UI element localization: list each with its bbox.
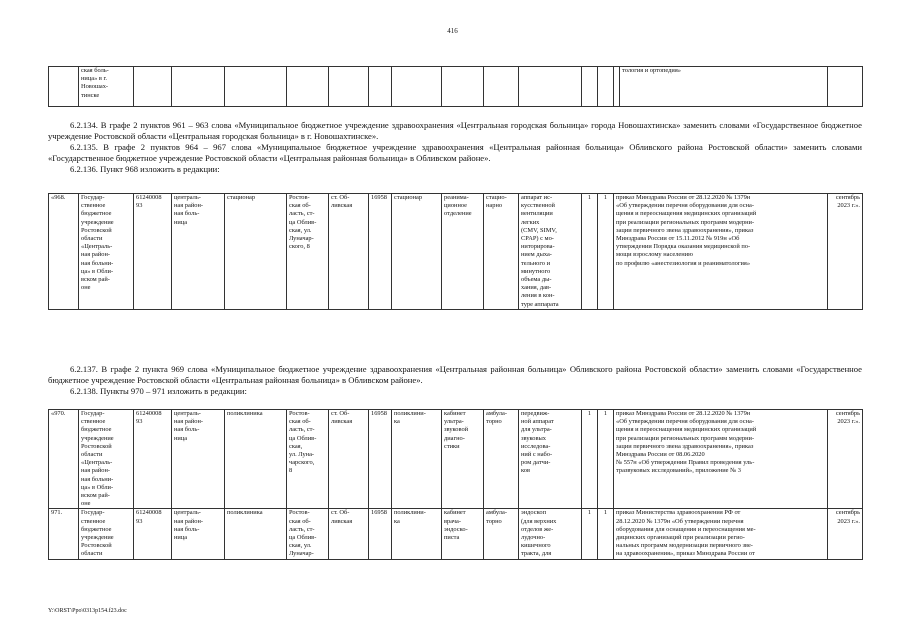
table-cell: Государ- ственное бюджетное учреждение Ростовской области «Централь- ная район- ная больни- ца» в Обли- вском рай- оне — [79, 194, 134, 310]
table-cell: амбула- торно — [484, 410, 519, 509]
table-cell: 1 — [582, 194, 598, 310]
table-cell: сентябрь 2023 г.». — [828, 509, 863, 559]
paragraph: 6.2.136. Пункт 968 изложить в редакции: — [70, 164, 220, 174]
table-cell: 1 — [598, 194, 614, 310]
table-row — [49, 67, 863, 107]
table-cell: поликлиника — [225, 509, 287, 559]
table-cell: сентябрь 2023 г.». — [828, 194, 863, 310]
table-cell: Государ- ственное бюджетное учреждение Ростовской области — [79, 509, 134, 559]
paragraph: 6.2.138. Пункты 970 – 971 изложить в редакции: — [70, 386, 247, 396]
table-cell: ст. Об- ливская — [329, 509, 369, 559]
table-cell: Ростов- ская об- ласть, ст- ца Облив- ская, ул. Луначар- — [287, 509, 329, 559]
table-cell: 61240008 93 — [134, 194, 172, 310]
table-cell: 1 — [598, 509, 614, 559]
table-cell: Ростов- ская об- ласть, ст- ца Облив- ская, ул. Луначар- ского, 8 — [287, 194, 329, 310]
item-number: «968. — [49, 194, 79, 310]
table-cell: стацио- нарно — [484, 194, 519, 310]
table-970-971 — [48, 409, 863, 560]
paragraph: 6.2.137. В графе 2 пункта 969 слова «Муниципальное бюджетное учреждение здравоохранения «Центральная районная больница» Обливского района Ростовской области» заменить словами «Государственное бюджетное учреждение Ростовской области «Центральная районная больница» в Обливском районе». — [48, 364, 862, 385]
table-cell: реанима- ционное отделение — [442, 194, 484, 310]
table-row — [49, 194, 863, 310]
item-number: 971. — [49, 509, 79, 559]
table-row — [49, 410, 863, 509]
table-cell: приказ Минздрава России от 28.12.2020 № 1379н «Об утверждении перечня оборудования для осна- щения и переоснащения медицинских организаций при реализации региональных программ модерни- зации первичного звена здравоохранения», приказ Минздрава России от 08.06.2020 № 557н «Об утверждении Правил проведения уль- тразвуковых исследований», приложение № 3 — [614, 410, 828, 509]
table-cell: амбула- торно — [484, 509, 519, 559]
table-cell: тология и ортопедия» — [620, 67, 828, 107]
table-cell: приказ Минздрава России от 28.12.2020 № 1379н «Об утверждении перечня оборудования для осна- щения и переоснащения медицинских организаций при реализации региональных программ модерни- зации первичного звена здравоохранения», приказ Минздрава России от 15.11.2012 № 919н «Об утверждении Порядка оказания медицинской по- мощи взрослому населению по профилю «анестезиология и реаниматология» — [614, 194, 828, 310]
table-cell: стационар — [225, 194, 287, 310]
paragraph: 6.2.134. В графе 2 пунктов 961 – 963 слова «Муниципальное бюджетное учреждение здравоохранения «Центральная городская больница» города Новошахтинска» заменить словами «Государственное бюджетное учреждение Ростовской области «Центральная городская больница» в г. Новошахтинске». — [48, 120, 862, 141]
table-cell: поликлини- ка — [392, 509, 442, 559]
table-cell: эндоскоп (для верхних отделов же- лудочно- кишечного тракта, для — [519, 509, 582, 559]
table-cell: 16958 — [369, 194, 392, 310]
table-cell: централь- ная район- ная боль- ница — [172, 410, 225, 509]
table-cell: ст. Об- ливская — [329, 194, 369, 310]
table-cell: поликлини- ка — [392, 410, 442, 509]
table-cell: 1 — [582, 410, 598, 509]
page-number: 416 — [447, 27, 458, 35]
table-row — [49, 509, 863, 559]
table-cell: 61240008 93 — [134, 410, 172, 509]
table-cell: ская боль- ница» в г. Новошах- тинске — [79, 67, 134, 107]
table-cell: кабинет ультра- звуковой диагно- стики — [442, 410, 484, 509]
table-cell: передвиж- ной аппарат для ультра- звуковых исследова- ний с набо- ром датчи- ков — [519, 410, 582, 509]
table-cell: 61240008 93 — [134, 509, 172, 559]
table-cell: Государ- ственное бюджетное учреждение Ростовской области «Централь- ная район- ная больни- ца» в Обли- вском рай- оне — [79, 410, 134, 509]
table-cell: централь- ная район- ная боль- ница — [172, 509, 225, 559]
footer-file-path: Y:\ORST\Ppo\0313p154.f23.doc — [48, 608, 127, 614]
table-cell: аппарат ис- кусственной вентиляции легких (CMV, SIMV, CPAP) с мо- ниторирова- нием дыха- тельного и минутного объема ды- хания, дав- ления в кон- туре аппарата — [519, 194, 582, 310]
table-cell: 16958 — [369, 410, 392, 509]
table-cell: приказ Министерства здравоохранения РФ от 28.12.2020 № 1379н «Об утверждении перечня оборудования для оснащения и переоснащения ме- дицинских организаций при реализации регио- нальных программ модернизации первичного зве- на здравоохранения», приказ Минздрава России от — [614, 509, 828, 559]
table-cell: сентябрь 2023 г.». — [828, 410, 863, 509]
table-cell: Ростов- ская об- ласть, ст- ца Облив- ская, ул. Луна- чарского, 8 — [287, 410, 329, 509]
table-cell: стационар — [392, 194, 442, 310]
paragraph: 6.2.135. В графе 2 пунктов 964 – 967 слова «Муниципальное бюджетное учреждение здравоохранения «Центральная районная больница» Обливского района Ростовской области» заменить словами «Государственное бюджетное учреждение Ростовской области «Центральная районная больница» в Обливском районе». — [48, 142, 862, 163]
table-968 — [48, 193, 863, 310]
item-number: «970. — [49, 410, 79, 509]
table-cell: централь- ная район- ная боль- ница — [172, 194, 225, 310]
table-cell: ст. Об- ливская — [329, 410, 369, 509]
table-cell: кабинет врача- эндоско- писта — [442, 509, 484, 559]
table-cell: 1 — [582, 509, 598, 559]
table-cell: поликлиника — [225, 410, 287, 509]
table-cell: 16958 — [369, 509, 392, 559]
top-table — [48, 66, 863, 107]
table-cell: 1 — [598, 410, 614, 509]
